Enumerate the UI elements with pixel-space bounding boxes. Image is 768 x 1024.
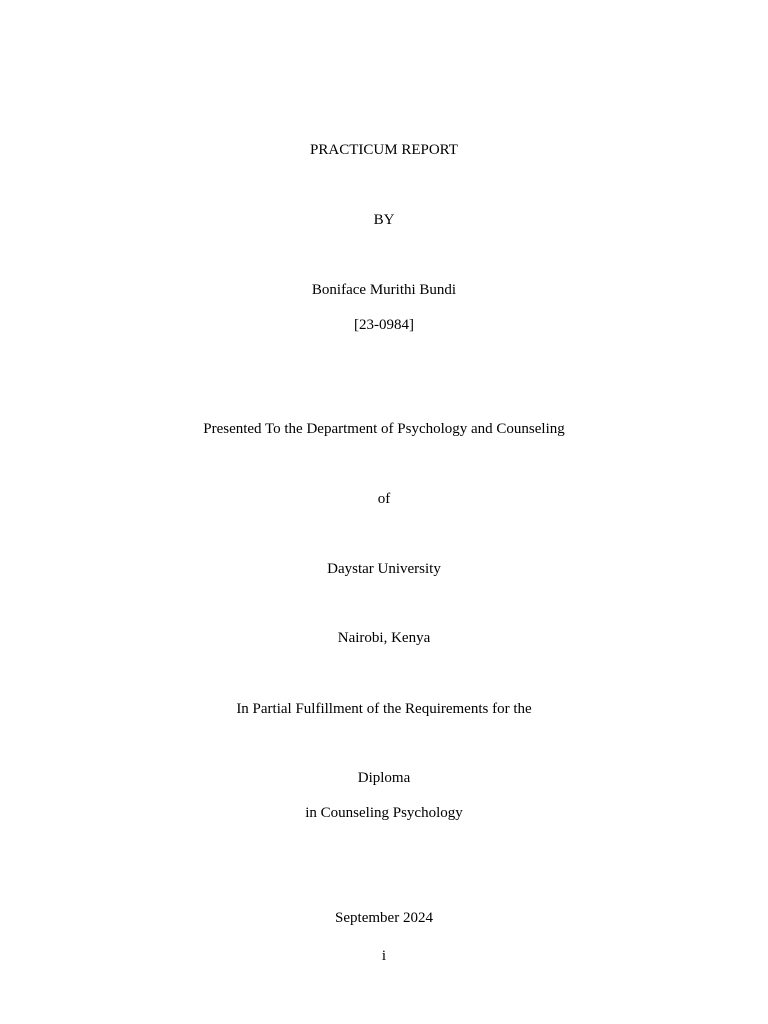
- by-label: BY: [373, 212, 395, 228]
- student-id: [23-0984]: [354, 317, 414, 333]
- author-name: Boniface Murithi Bundi: [311, 282, 457, 298]
- program-name: in Counseling Psychology: [305, 805, 463, 821]
- fulfillment-statement: In Partial Fulfillment of the Requirements for the: [236, 701, 532, 717]
- submission-date: September 2024: [335, 910, 433, 926]
- award-title: Diploma: [357, 770, 411, 786]
- report-title: PRACTICUM REPORT: [310, 142, 458, 158]
- location: Nairobi, Kenya: [337, 630, 431, 646]
- page-number: i: [381, 948, 387, 964]
- presented-to: Presented To the Department of Psychology and Counseling: [203, 421, 565, 437]
- of-label: of: [377, 491, 391, 507]
- university-name: Daystar University: [327, 561, 441, 577]
